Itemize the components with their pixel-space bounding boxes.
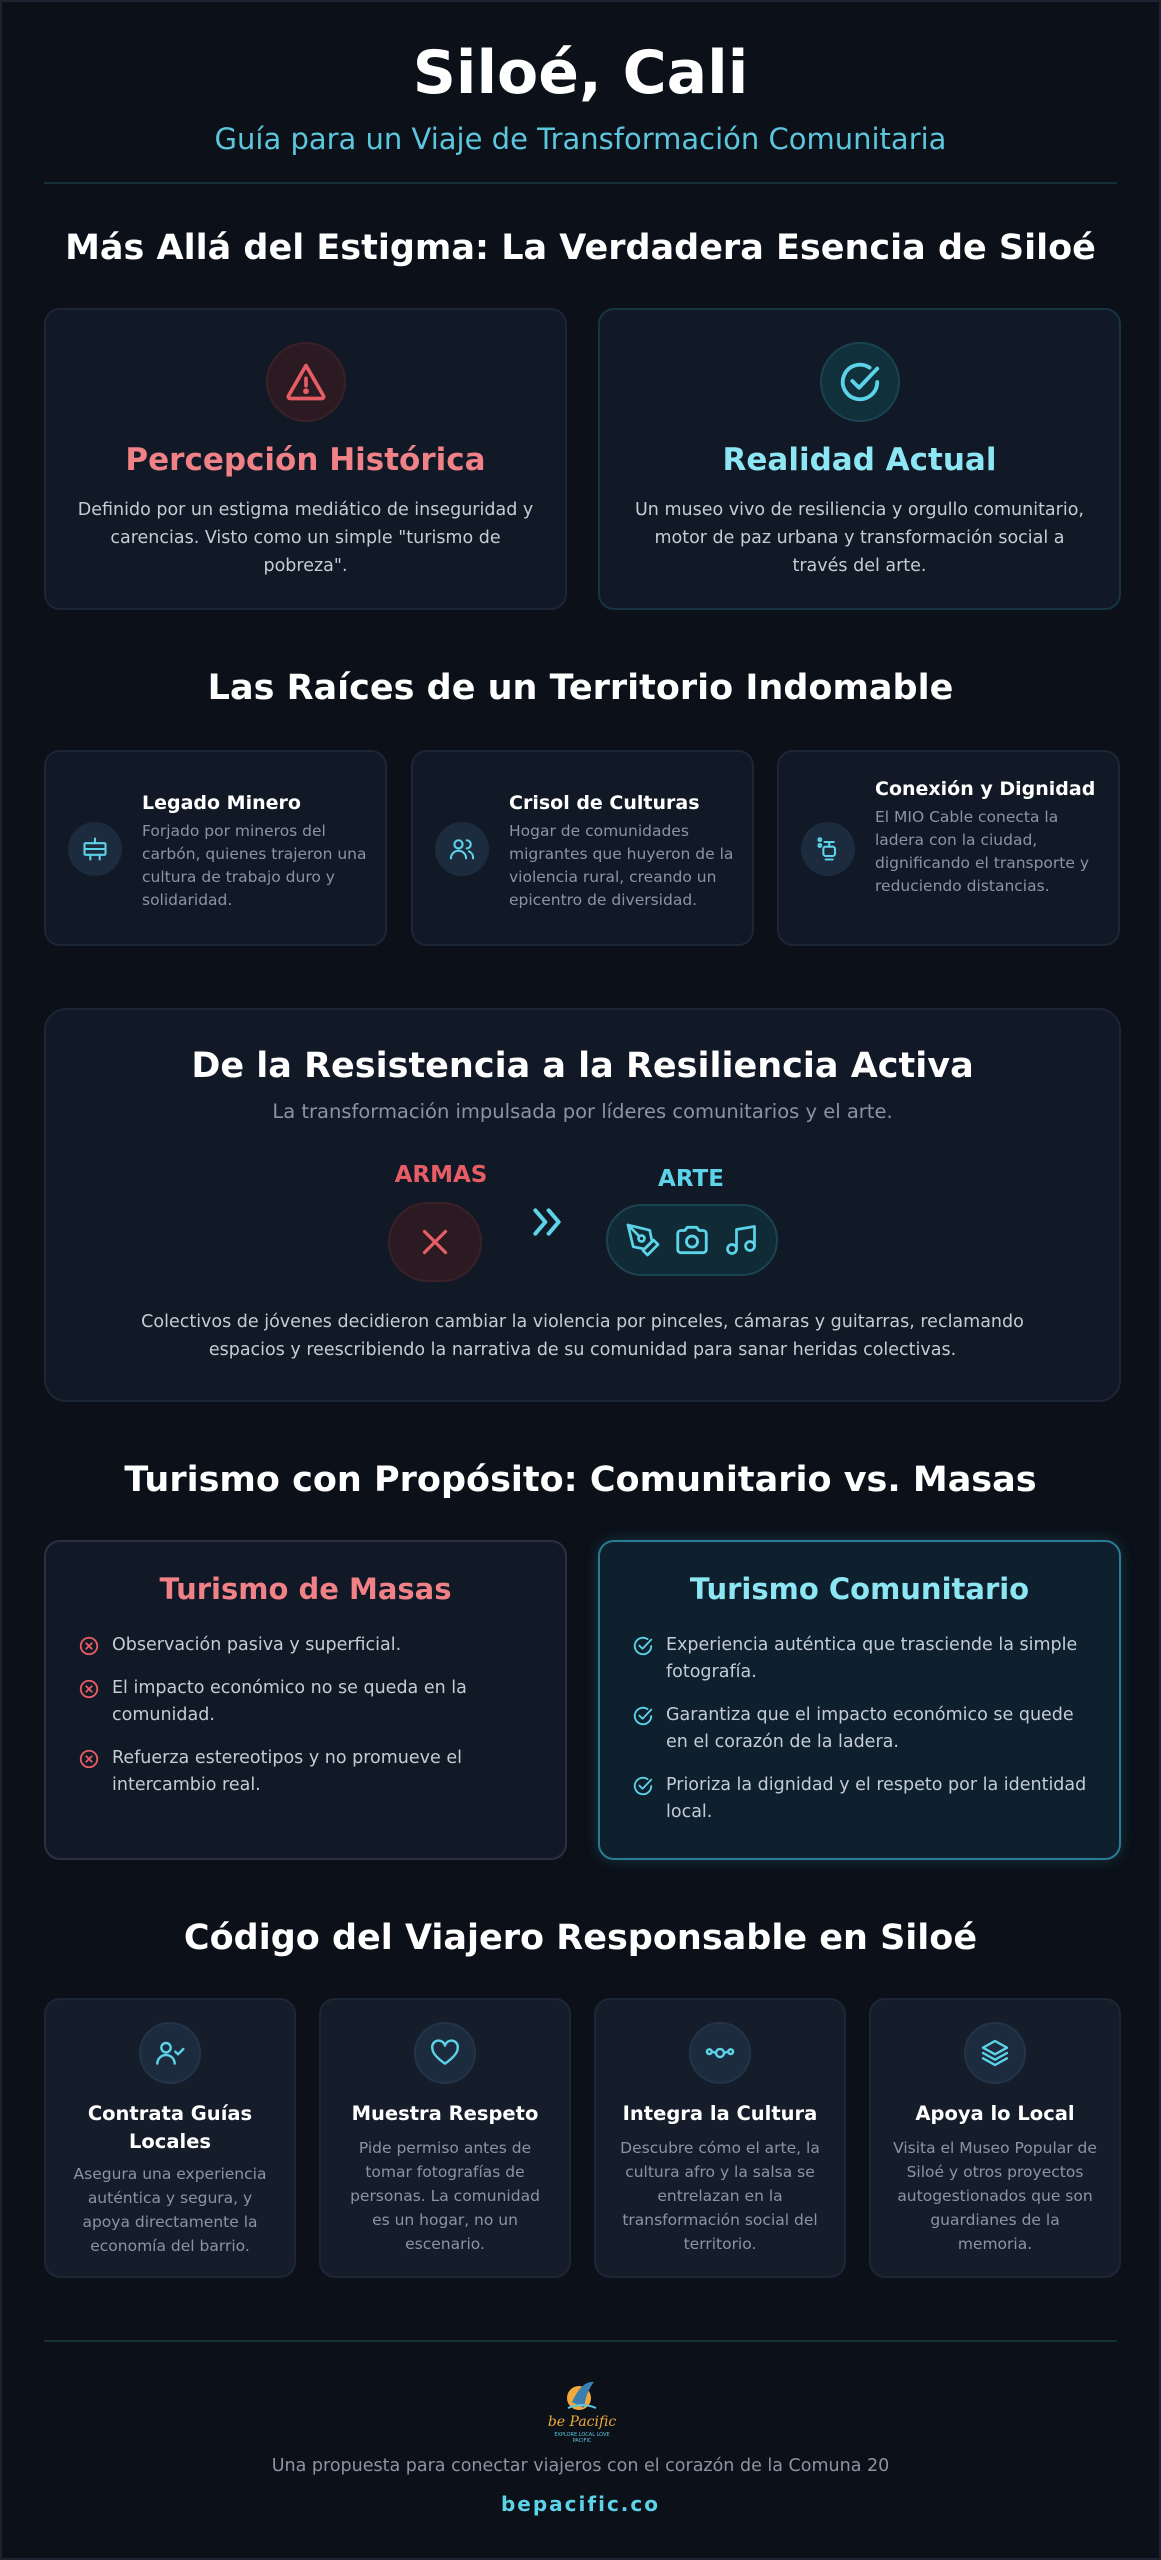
users-icon (435, 822, 489, 876)
user-check-icon (139, 2022, 201, 2084)
list-item (632, 1702, 1089, 1756)
code-card-title: Apoya lo Local (915, 2102, 1075, 2125)
resilience-subtitle: La transformación impulsada por líderes comunitarios y el arte. (272, 1100, 893, 1123)
header (44, 40, 1117, 156)
x-circle-icon (78, 1748, 100, 1770)
list-item (632, 1772, 1089, 1826)
community-tourism-card (598, 1540, 1121, 1860)
reality-card (598, 308, 1121, 610)
code-card-title: Muestra Respeto (351, 2102, 539, 2125)
check-circle-icon (632, 1705, 654, 1727)
page-title: Siloé, Cali (412, 38, 749, 108)
code-card-text: Visita el Museo Popular de Siloé y otros proyectos autogestionados que son guardianes de la memoria. (893, 2139, 1097, 2253)
layers-icon (964, 2022, 1026, 2084)
root-title: Conexión y Dignidad (875, 778, 1096, 800)
code-card-guides (44, 1998, 296, 2278)
list-item (78, 1632, 535, 1659)
check-circle-icon (632, 1775, 654, 1797)
root-text: Hogar de comunidades migrantes que huyeron de la violencia rural, creando un epicentro de diversidad. (509, 822, 734, 909)
roots-title: Las Raíces de un Territorio Indomable (207, 668, 954, 708)
root-title: Crisol de Culturas (509, 792, 700, 814)
root-card-mining (44, 750, 387, 946)
code-card-text: Asegura una experiencia auténtica y segura, y apoya directamente la economía del barrio. (73, 2165, 267, 2255)
check-circle-icon (820, 342, 900, 422)
footer-divider (44, 2340, 1117, 2342)
root-text: El MIO Cable conecta la ladera con la ciudad, dignificando el transporte y reduciendo distancias. (875, 808, 1089, 895)
list-item-text: El impacto económico no se queda en la comunidad. (112, 1678, 467, 1725)
header-divider (44, 182, 1117, 184)
check-circle-icon (632, 1635, 654, 1657)
mining-cart-icon (68, 822, 122, 876)
logo-word: be Pacific (547, 2414, 617, 2430)
root-card-connection (777, 750, 1120, 946)
footer-link[interactable]: bepacific.co (500, 2492, 660, 2516)
mass-tourism-list (78, 1632, 535, 1815)
resilience-panel (44, 1008, 1121, 1402)
list-item (78, 1675, 535, 1729)
list-item (78, 1745, 535, 1799)
code-card-title: Contrata Guías Locales (87, 2102, 253, 2153)
list-item-text: Refuerza estereotipos y no promueve el intercambio real. (112, 1748, 462, 1795)
camera-icon (673, 1221, 711, 1259)
logo-tagline: EXPLORE LOCAL LOVE PACIFIC (554, 2432, 610, 2444)
resilience-text: Colectivos de jóvenes decidieron cambiar la violencia por pinceles, cámaras y guitarras, reclamando espacios y reescribiendo la narrativa de su comunidad para sanar heridas colectivas. (141, 1312, 1024, 1360)
alert-triangle-icon (266, 342, 346, 422)
tourism-title: Turismo con Propósito: Comunitario vs. Masas (124, 1460, 1037, 1500)
code-card-text: Descubre cómo el arte, la cultura afro y la salsa se entrelazan en la transformación social del territorio. (620, 2139, 820, 2253)
list-item-text: Experiencia auténtica que trasciende la simple fotografía. (666, 1635, 1078, 1682)
root-title: Legado Minero (142, 792, 301, 814)
x-circle-icon (78, 1678, 100, 1700)
armas-label: ARMAS (394, 1162, 488, 1188)
list-item (632, 1632, 1089, 1686)
mass-tourism-title: Turismo de Masas (159, 1572, 452, 1606)
reality-title: Realidad Actual (722, 442, 997, 478)
page-subtitle: Guía para un Viaje de Transformación Comunitaria (214, 122, 947, 156)
link-icon (689, 2022, 751, 2084)
code-card-respect (319, 1998, 571, 2278)
code-card-local (869, 1998, 1121, 2278)
essence-title: Más Allá del Estigma: La Verdadera Esencia de Siloé (65, 228, 1096, 268)
resilience-title: De la Resistencia a la Resiliencia Activa (191, 1046, 974, 1086)
perception-text: Definido por un estigma mediático de inseguridad y carencias. Visto como un simple "turismo de pobreza". (77, 500, 534, 576)
arte-label: ARTE (658, 1166, 724, 1192)
chevrons-right-icon (524, 1202, 570, 1242)
pen-tool-icon (625, 1222, 661, 1258)
community-tourism-title: Turismo Comunitario (689, 1572, 1030, 1606)
community-tourism-list (632, 1632, 1089, 1842)
list-item-text: Observación pasiva y superficial. (112, 1635, 402, 1655)
code-card-title: Integra la Cultura (622, 2102, 818, 2125)
x-circle-icon (78, 1635, 100, 1657)
code-title: Código del Viajero Responsable en Siloé (183, 1918, 978, 1958)
heart-icon (414, 2022, 476, 2084)
reality-text: Un museo vivo de resiliencia y orgullo comunitario, motor de paz urbana y transformación social a través del arte. (635, 500, 1084, 576)
code-card-text: Pide permiso antes de tomar fotografías de personas. La comunidad es un hogar, no un escenario. (350, 2139, 540, 2253)
cable-car-icon (801, 822, 855, 876)
perception-card (44, 308, 567, 610)
root-card-cultures (411, 750, 754, 946)
root-text: Forjado por mineros del carbón, quienes trajeron una cultura de trabajo duro y solidaridad. (142, 822, 367, 909)
list-item-text: Garantiza que el impacto económico se quede en el corazón de la ladera. (666, 1705, 1074, 1752)
x-icon (388, 1202, 482, 1282)
arte-tools (606, 1204, 778, 1276)
code-card-culture (594, 1998, 846, 2278)
bepacific-logo (547, 2376, 617, 2444)
footer-text: Una propuesta para conectar viajeros con el corazón de la Comuna 20 (271, 2456, 890, 2476)
music-icon (723, 1222, 759, 1258)
mass-tourism-card (44, 1540, 567, 1860)
list-item-text: Prioriza la dignidad y el respeto por la identidad local. (666, 1775, 1087, 1822)
perception-title: Percepción Histórica (125, 442, 486, 478)
